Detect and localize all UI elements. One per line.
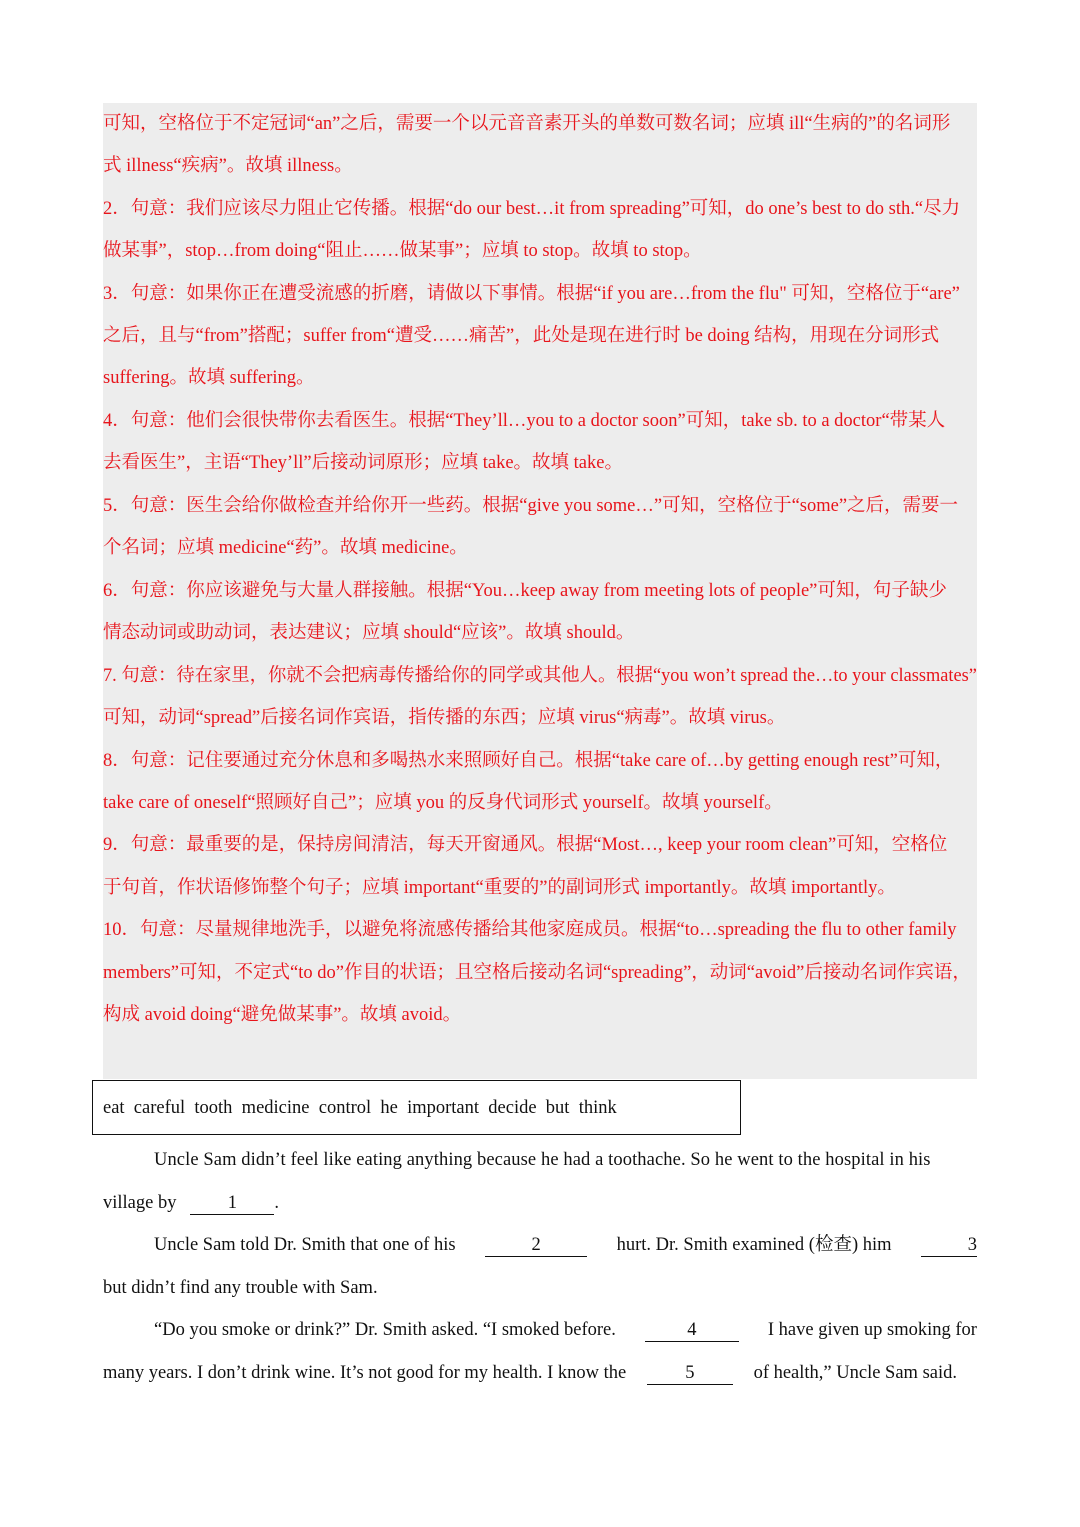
passage-line — [103, 1273, 977, 1303]
blank-3[interactable]: 3 — [921, 1234, 977, 1257]
answer-line: 4．句意：他们会很快带你去看医生。根据“They’ll…you to a doctor soon”可知，take sb. to a doctor“带某人 — [103, 411, 946, 431]
answer-line: 10．句意：尽量规律地洗手，以避免将流感传播给其他家庭成员。根据“to…spreading the flu to other family — [103, 920, 957, 940]
answer-line: 于句首，作状语修饰整个句子；应填 important“重要的”的副词形式 importantly。故填 importantly。 — [103, 878, 896, 898]
answer-line: 7. 句意：待在家里，你就不会把病毒传播给你的同学或其他人。根据“you won’t spread the…to your classmates” — [103, 666, 977, 686]
blank-1[interactable]: 1 — [190, 1192, 274, 1215]
answer-line: 去看医生”，主语“They’ll”后接动词原形；应填 take。故填 take。 — [103, 453, 623, 473]
passage-text: hurt. Dr. Smith examined (检查) him — [616, 1235, 892, 1255]
answer-line: 之后，且与“from”搭配；suffer from“遭受……痛苦”，此处是现在进行时 be doing 结构，用现在分词形式 — [103, 326, 940, 346]
answer-line: 8．句意：记住要通过充分休息和多喝热水来照顾好自己。根据“take care of…by getting enough rest”可知， — [103, 751, 954, 771]
answer-line: 9．句意：最重要的是，保持房间清洁，每天开窗通风。根据“Most…, keep your room clean”可知，空格位 — [103, 835, 948, 855]
passage-text: village by — [103, 1193, 177, 1213]
answer-line: 构成 avoid doing“避免做某事”。故填 avoid。 — [103, 1005, 462, 1025]
passage-text: Uncle Sam told Dr. Smith that one of his — [154, 1235, 456, 1255]
passage-text: many years. I don’t drink wine. It’s not good for my health. I know the — [103, 1363, 627, 1383]
passage-text: . — [274, 1193, 279, 1213]
passage-line — [103, 1230, 977, 1260]
passage-line — [103, 1188, 977, 1218]
answer-line: 可知，动词“spread”后接名词作宾语，指传播的东西；应填 virus“病毒”。故填 virus。 — [103, 708, 786, 728]
passage-line — [103, 1358, 957, 1388]
passage-line — [103, 1145, 977, 1175]
answer-line: 式 illness“疾病”。故填 illness。 — [103, 156, 353, 176]
answer-line: 可知，空格位于不定冠词“an”之后，需要一个以元音音素开头的单数可数名词；应填 ill“生病的”的名词形 — [103, 114, 951, 134]
blank-4[interactable]: 4 — [645, 1319, 739, 1342]
answer-line: 做某事”，stop…from doing“阻止……做某事”；应填 to stop。故填 to stop。 — [103, 241, 702, 261]
passage-text: but didn’t find any trouble with Sam. — [103, 1278, 378, 1298]
answer-line: 6．句意：你应该避免与大量人群接触。根据“You…keep away from meeting lots of people”可知，句子缺少 — [103, 581, 947, 601]
answer-line: 情态动词或助动词，表达建议；应填 should“应该”。故填 should。 — [103, 623, 635, 643]
passage-text: of health,” Uncle Sam said. — [753, 1363, 957, 1383]
answer-line: 5．句意：医生会给你做检查并给你开一些药。根据“give you some…”可知，空格位于“some”之后，需要一 — [103, 496, 959, 516]
answer-line: members”可知，不定式“to do”作目的状语；且空格后接动名词“spreading”，动词“avoid”后接动名词作宾语， — [103, 963, 971, 983]
answer-line: suffering。故填 suffering。 — [103, 368, 315, 388]
word-bank-text: eat careful tooth medicine control he important decide but think — [103, 1098, 617, 1118]
passage-text: I have given up smoking for — [767, 1320, 977, 1340]
passage-text: Uncle Sam didn’t feel like eating anything because he had a toothache. So he went to the hospital in his — [154, 1150, 931, 1170]
word-bank-box — [92, 1080, 741, 1135]
answer-line: 个名词；应填 medicine“药”。故填 medicine。 — [103, 538, 468, 558]
answer-line: take care of oneself“照顾好自己”；应填 you 的反身代词形式 yourself。故填 yourself。 — [103, 793, 783, 813]
blank-5[interactable]: 5 — [647, 1362, 733, 1385]
blank-2[interactable]: 2 — [485, 1234, 587, 1257]
passage-line — [103, 1315, 977, 1345]
answer-line: 3．句意：如果你正在遭受流感的折磨，请做以下事情。根据“if you are…from the flu" 可知，空格位于“are” — [103, 284, 960, 304]
passage-text: “Do you smoke or drink?” Dr. Smith asked. “I smoked before. — [154, 1320, 616, 1340]
answer-line: 2．句意：我们应该尽力阻止它传播。根据“do our best…it from spreading”可知，do one’s best to do sth.“尽力 — [103, 199, 961, 219]
